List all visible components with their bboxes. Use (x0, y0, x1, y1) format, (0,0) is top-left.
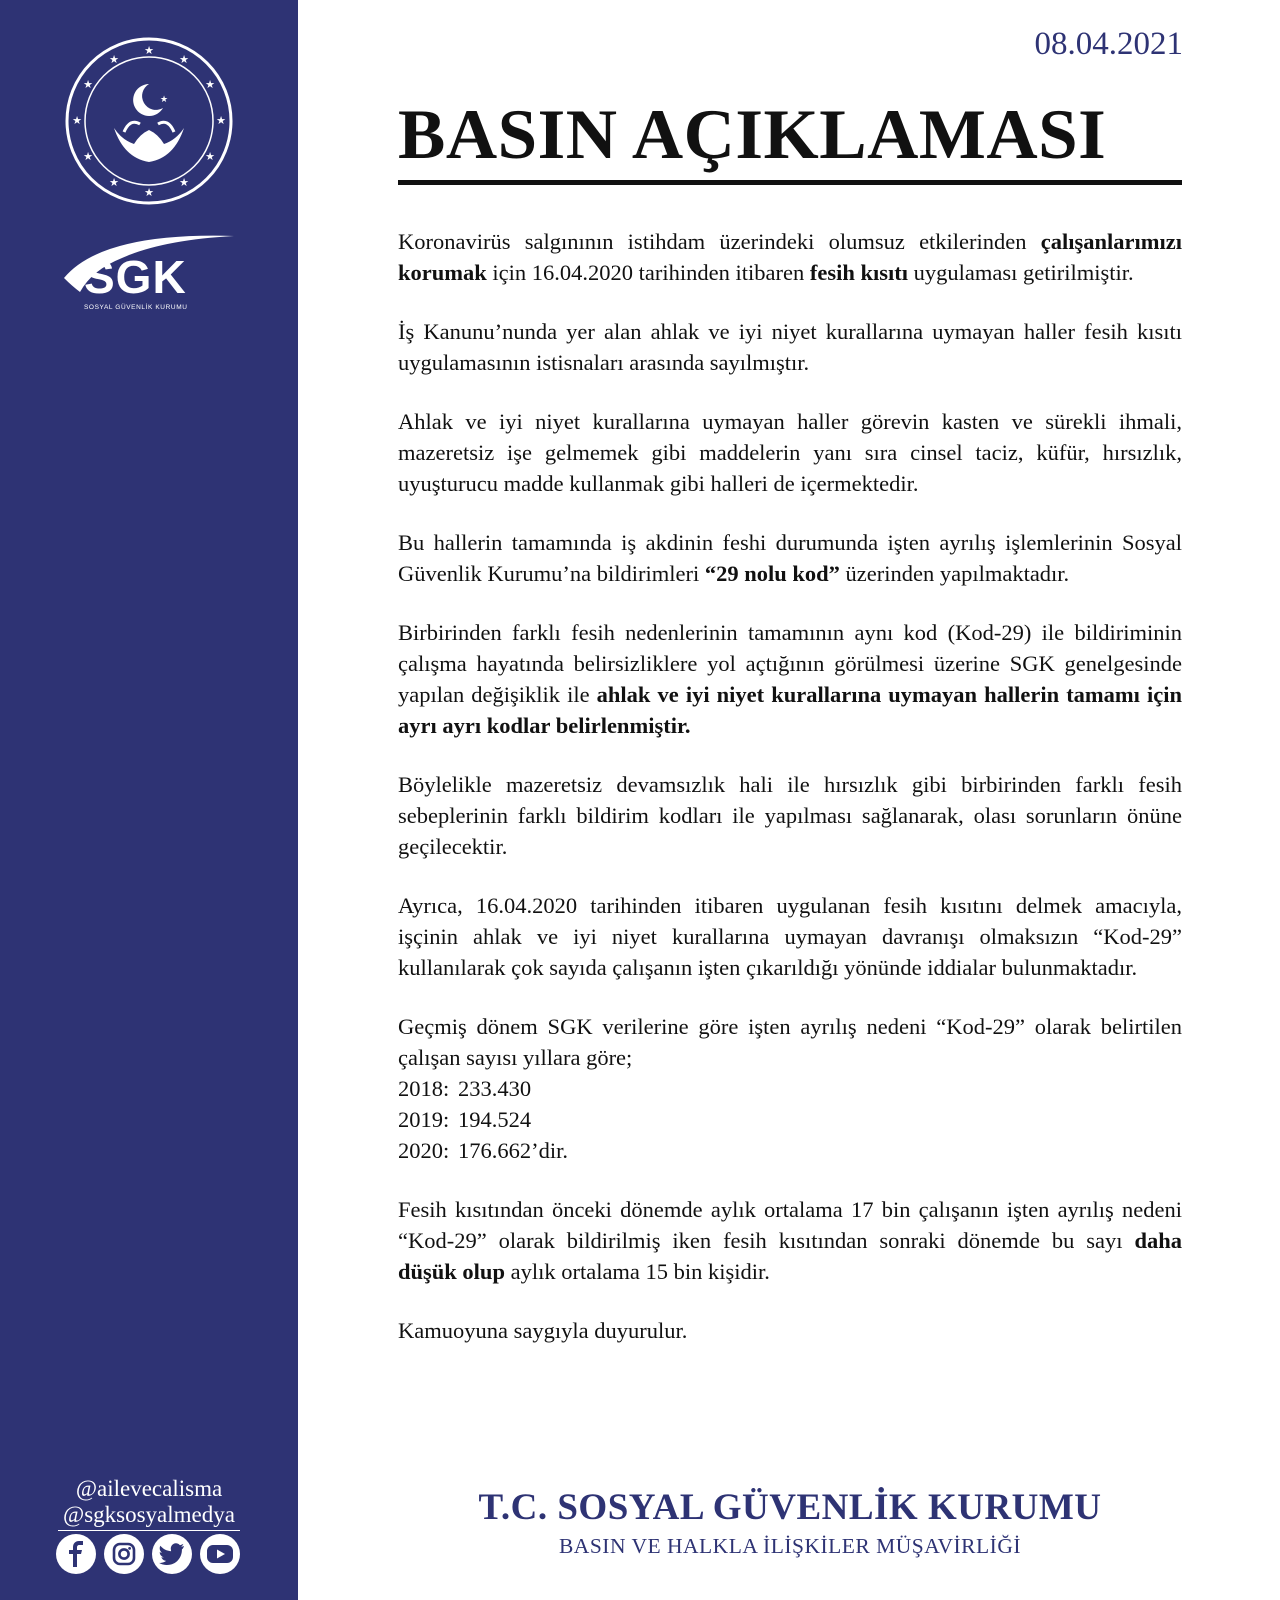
handle-ailevecalisma[interactable]: @ailevecalisma (75, 1476, 223, 1501)
handles-underline (58, 1530, 240, 1531)
paragraph-2: İş Kanunu’nunda yer alan ahlak ve iyi niyet kurallarına uymayan haller fesih kısıtı uygulamasının istisnaları arasında sayılmıştır. (398, 319, 1182, 375)
release-date: 08.04.2021 (1034, 26, 1183, 62)
sgk-logo-subtitle: SOSYAL GÜVENLİK KURUMU (84, 304, 188, 311)
stat-row-2020: 2020: 176.662’dir. (398, 1138, 568, 1163)
svg-text:★: ★ (205, 79, 215, 91)
title-divider (398, 180, 1182, 185)
svg-text:★: ★ (109, 54, 119, 66)
social-icons (56, 1534, 240, 1574)
handle-sgksosyalmedya[interactable]: @sgksosyalmedya (63, 1502, 235, 1527)
paragraph-7: Ayrıca, 16.04.2020 tarihinden itibaren uygulanan fesih kısıtını delmek amacıyla, işçinin ahlak ve iyi niyet kurallarına uymayan davranışı olmaksızın “Kod-29” kullanılarak çok sayıda çalışanın işten çıkarıldığı yönünde iddialar bulunmaktadır. (398, 893, 1182, 980)
twitter-icon[interactable] (152, 1534, 192, 1574)
statistics-intro: Geçmiş dönem SGK verilerine göre işten ayrılış nedeni “Kod-29” olarak belirtilen çalışan sayısı yıllara göre; (398, 1014, 1182, 1070)
instagram-icon[interactable] (104, 1534, 144, 1574)
closing-line: Kamuoyuna saygıyla duyurulur. (398, 1318, 688, 1343)
ministry-emblem (64, 36, 234, 206)
press-release-body (398, 226, 1182, 1374)
kod29-statistics (398, 1011, 1182, 1166)
stat-row-2018: 2018: 233.430 (398, 1076, 532, 1101)
facebook-icon[interactable] (56, 1534, 96, 1574)
svg-text:★: ★ (160, 94, 169, 104)
paragraph-9: Fesih kısıtından önceki dönemde aylık ortalama 17 bin çalışanın işten ayrılış nedeni “Kod-29” olarak bildirilmiş iken fesih kısıtından sonraki dönemde bu sayı daha düşük olup aylık ortalama 15 bin kişidir. (398, 1197, 1182, 1284)
svg-text:★: ★ (144, 187, 154, 199)
paragraph-1: Koronavirüs salgınının istihdam üzerindeki olumsuz etkilerinden çalışanlarımızı korumak için 16.04.2020 tarihinden itibaren fesih kısıtı uygulaması getirilmiştir. (398, 229, 1182, 285)
svg-text:★: ★ (179, 54, 189, 66)
svg-text:★: ★ (83, 79, 93, 91)
svg-text:★: ★ (109, 177, 119, 189)
svg-text:★: ★ (205, 151, 215, 163)
youtube-icon[interactable] (200, 1534, 240, 1574)
paragraph-5: Birbirinden farklı fesih nedenlerinin tamamının aynı kod (Kod-29) ile bildiriminin çalışma hayatında belirsizliklere yol açtığının görülmesi üzerine SGK genelgesinde yapılan değişiklik ile ahlak ve iyi niyet kurallarına uymayan hallerin tamamı için ayrı ayrı kodlar belirlenmiştir. (398, 620, 1182, 738)
sidebar (0, 0, 298, 1600)
svg-text:★: ★ (179, 177, 189, 189)
page-title: BASIN AÇIKLAMASI (398, 96, 1107, 174)
sgk-logo-text: SGK (84, 251, 187, 303)
star-icons (72, 45, 226, 199)
svg-text:★: ★ (83, 151, 93, 163)
paragraph-4: Bu hallerin tamamında iş akdinin feshi durumunda işten ayrılış işlemlerinin Sosyal Güvenlik Kurumu’na bildirimleri “29 nolu kod” üzerinden yapılmaktadır. (398, 530, 1182, 586)
paragraph-6: Böylelikle mazeretsiz devamsızlık hali ile hırsızlık gibi birbirinden farklı fesih sebeplerinin farklı bildirim kodları ile yapılması sağlanarak, olası sorunların önüne geçilecektir. (398, 772, 1182, 859)
stat-row-2019: 2019: 194.524 (398, 1107, 532, 1132)
signature-department: BASIN VE HALKLA İLİŞKİLER MÜŞAVİRLİĞİ (558, 1534, 1022, 1558)
signature-institution: T.C. SOSYAL GÜVENLİK KURUMU (478, 1487, 1102, 1528)
svg-text:★: ★ (144, 45, 154, 57)
svg-text:★: ★ (72, 115, 82, 127)
paragraph-3: Ahlak ve iyi niyet kurallarına uymayan haller görevin kasten ve sürekli ihmali, mazeretsiz işe gelmemek gibi maddelerin yanı sıra cinsel taciz, küfür, hırsızlık, uyuşturucu madde kullanmak gibi halleri de içermektedir. (398, 409, 1182, 496)
social-handles (40, 1476, 258, 1531)
svg-text:★: ★ (216, 115, 226, 127)
